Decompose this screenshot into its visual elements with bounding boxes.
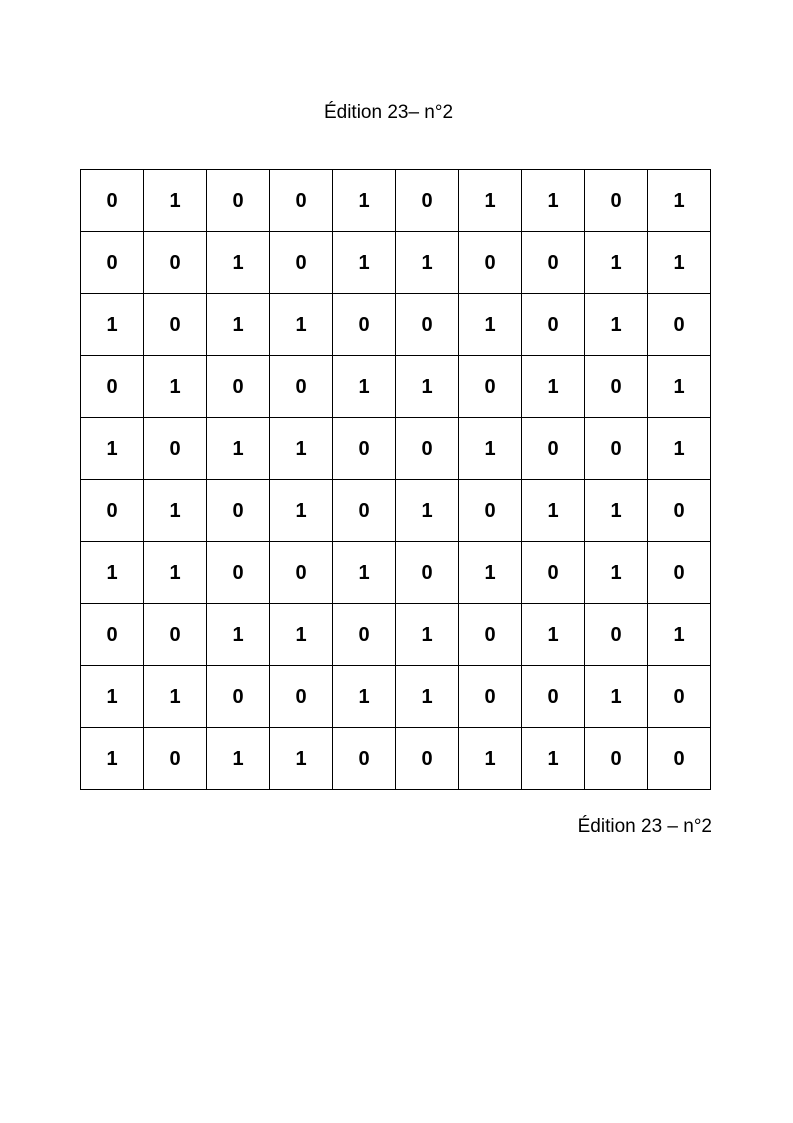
grid-cell: 0 <box>81 170 144 232</box>
grid-cell: 1 <box>585 542 648 604</box>
grid-cell: 1 <box>648 356 711 418</box>
grid-cell: 0 <box>207 480 270 542</box>
grid-cell: 0 <box>144 604 207 666</box>
grid-cell: 1 <box>207 728 270 790</box>
grid-cell: 0 <box>207 356 270 418</box>
grid-row <box>81 418 711 480</box>
grid-cell: 1 <box>333 356 396 418</box>
binary-grid <box>80 169 711 790</box>
grid-cell: 1 <box>144 666 207 728</box>
grid-cell: 1 <box>396 604 459 666</box>
grid-cell: 0 <box>396 542 459 604</box>
grid-cell: 0 <box>648 728 711 790</box>
footer-caption: Édition 23 – n°2 <box>577 816 712 837</box>
grid-cell: 1 <box>270 728 333 790</box>
grid-cell: 0 <box>459 666 522 728</box>
grid-cell: 0 <box>333 480 396 542</box>
grid-cell: 1 <box>648 604 711 666</box>
grid-cell: 0 <box>396 728 459 790</box>
grid-cell: 0 <box>81 356 144 418</box>
grid-cell: 0 <box>270 666 333 728</box>
grid-cell: 0 <box>522 418 585 480</box>
grid-cell: 0 <box>81 604 144 666</box>
grid-cell: 0 <box>144 728 207 790</box>
grid-cell: 1 <box>144 356 207 418</box>
grid-cell: 1 <box>396 356 459 418</box>
grid-cell: 1 <box>648 170 711 232</box>
grid-cell: 1 <box>207 294 270 356</box>
grid-cell: 0 <box>396 170 459 232</box>
grid-cell: 1 <box>585 480 648 542</box>
grid-cell: 1 <box>459 418 522 480</box>
grid-cell: 1 <box>333 542 396 604</box>
grid-row <box>81 170 711 232</box>
grid-cell: 0 <box>81 232 144 294</box>
grid-cell: 0 <box>270 542 333 604</box>
grid-cell: 1 <box>585 666 648 728</box>
grid-cell: 1 <box>144 170 207 232</box>
grid-cell: 1 <box>585 294 648 356</box>
grid-cell: 1 <box>648 418 711 480</box>
grid-cell: 0 <box>207 170 270 232</box>
grid-row <box>81 666 711 728</box>
grid-cell: 0 <box>585 418 648 480</box>
grid-cell: 0 <box>207 666 270 728</box>
grid-cell: 0 <box>333 604 396 666</box>
grid-cell: 0 <box>144 418 207 480</box>
grid-cell: 1 <box>396 480 459 542</box>
grid-cell: 0 <box>522 666 585 728</box>
grid-cell: 0 <box>459 356 522 418</box>
grid-cell: 1 <box>396 666 459 728</box>
grid-cell: 1 <box>81 728 144 790</box>
grid-cell: 0 <box>144 294 207 356</box>
grid-cell: 1 <box>270 418 333 480</box>
grid-cell: 1 <box>81 666 144 728</box>
grid-row <box>81 542 711 604</box>
grid-cell: 0 <box>333 418 396 480</box>
grid-cell: 1 <box>396 232 459 294</box>
grid-cell: 1 <box>522 356 585 418</box>
grid-row <box>81 232 711 294</box>
grid-cell: 1 <box>648 232 711 294</box>
grid-cell: 0 <box>522 542 585 604</box>
grid-row <box>81 294 711 356</box>
grid-cell: 0 <box>585 728 648 790</box>
grid-cell: 0 <box>459 232 522 294</box>
grid-cell: 0 <box>648 480 711 542</box>
grid-cell: 0 <box>459 480 522 542</box>
grid-cell: 1 <box>144 480 207 542</box>
grid-cell: 1 <box>522 170 585 232</box>
grid-cell: 0 <box>459 604 522 666</box>
grid-cell: 0 <box>585 170 648 232</box>
grid-cell: 0 <box>522 294 585 356</box>
grid-cell: 1 <box>333 170 396 232</box>
grid-cell: 1 <box>81 418 144 480</box>
grid-cell: 1 <box>459 728 522 790</box>
grid-cell: 1 <box>144 542 207 604</box>
grid-cell: 0 <box>396 418 459 480</box>
grid-cell: 0 <box>144 232 207 294</box>
grid-cell: 1 <box>207 232 270 294</box>
grid-cell: 1 <box>270 294 333 356</box>
grid-cell: 1 <box>459 170 522 232</box>
grid-cell: 1 <box>585 232 648 294</box>
grid-cell: 1 <box>270 604 333 666</box>
grid-cell: 1 <box>522 604 585 666</box>
grid-cell: 1 <box>522 480 585 542</box>
grid-cell: 0 <box>648 542 711 604</box>
grid-row <box>81 604 711 666</box>
grid-cell: 1 <box>270 480 333 542</box>
grid-cell: 1 <box>522 728 585 790</box>
grid-cell: 0 <box>81 480 144 542</box>
grid-cell: 1 <box>207 418 270 480</box>
grid-cell: 1 <box>207 604 270 666</box>
grid-cell: 0 <box>396 294 459 356</box>
grid-cell: 0 <box>207 542 270 604</box>
page-title: Édition 23– n°2 <box>323 102 454 123</box>
grid-cell: 0 <box>648 666 711 728</box>
grid-cell: 0 <box>270 170 333 232</box>
grid-cell: 0 <box>585 604 648 666</box>
grid-cell: 0 <box>270 232 333 294</box>
grid-cell: 0 <box>585 356 648 418</box>
grid-cell: 1 <box>459 294 522 356</box>
grid-cell: 0 <box>270 356 333 418</box>
grid-body <box>81 170 711 790</box>
grid-cell: 1 <box>333 666 396 728</box>
grid-cell: 1 <box>81 294 144 356</box>
grid-cell: 0 <box>522 232 585 294</box>
grid-cell: 1 <box>459 542 522 604</box>
grid-cell: 0 <box>648 294 711 356</box>
grid-row <box>81 480 711 542</box>
grid-cell: 0 <box>333 294 396 356</box>
grid-row <box>81 728 711 790</box>
grid-cell: 0 <box>333 728 396 790</box>
grid-row <box>81 356 711 418</box>
grid-cell: 1 <box>81 542 144 604</box>
grid-cell: 1 <box>333 232 396 294</box>
